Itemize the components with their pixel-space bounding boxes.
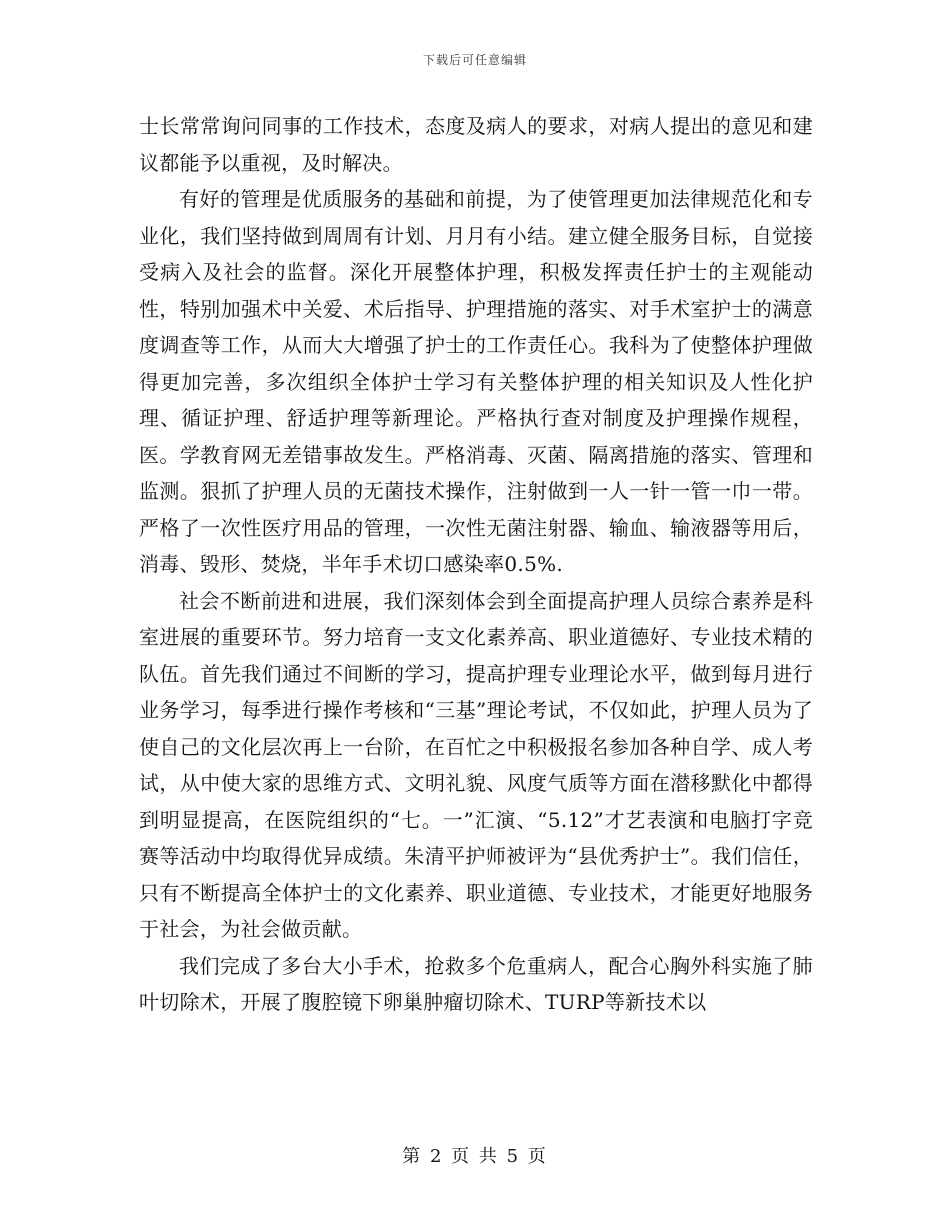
paragraph-surgeries: 我们完成了多台大小手术，抢救多个危重病人，配合心胸外科实施了肺叶切除术，开展了腹腔镜下卵巢肿瘤切除术、TURP等新技术以 xyxy=(139,953,813,1014)
document-body xyxy=(139,108,813,1021)
paragraph-training: 社会不断前进和进展，我们深刻体会到全面提高护理人员综合素养是科室进展的重要环节。努力培育一支文化素养高、职业道德好、专业技术精的队伍。首先我们通过不间断的学习，提高护理专业理论水平，做到每月进行业务学习，每季进行操作考核和“三基”理论考试，不仅如此，护理人员为了使自己的文化层次再上一台阶，在百忙之中积极报名参加各种自学、成人考试，从中使大家的思维方式、文明礼貌、风度气质等方面在潜移默化中都得到明显提高，在医院组织的“七。一”汇演、“5.12”才艺表演和电脑打字竞赛等活动中均取得优异成绩。朱清平护师被评为“县优秀护士”。我们信任，只有不断提高全体护士的文化素养、职业道德、专业技术，才能更好地服务于社会，为社会做贡献。 xyxy=(139,588,813,941)
page-header-note: 下载后可任意编辑 xyxy=(422,53,527,67)
page-number-footer: 第 2 页 共 5 页 xyxy=(402,1146,548,1167)
paragraph-management: 有好的管理是优质服务的基础和前提，为了使管理更加法律规范化和专业化，我们坚持做到周周有计划、月月有小结。建立健全服务目标，自觉接受病入及社会的监督。深化开展整体护理，积极发挥责任护士的主观能动性，特别加强术中关爱、术后指导、护理措施的落实、对手术室护士的满意度调查等工作，从而大大增强了护士的工作责任心。我科为了使整体护理做得更加完善，多次组织全体护士学习有关整体护理的相关知识及人性化护理、循证护理、舒适护理等新理论。严格执行查对制度及护理操作规程，医。学教育网无差错事故发生。严格消毒、灭菌、隔离措施的落实、管理和监测。狠抓了护理人员的无菌技术操作，注射做到一人一针一管一巾一带。严格了一次性医疗用品的管理，一次性无菌注射器、输血、输液器等用后，消毒、毁形、焚烧，半年手术切口感染率0.5%. xyxy=(139,187,813,576)
paragraph-continuation: 士长常常询问同事的工作技术，态度及病人的要求，对病人提出的意见和建议都能予以重视，及时解决。 xyxy=(139,114,813,175)
